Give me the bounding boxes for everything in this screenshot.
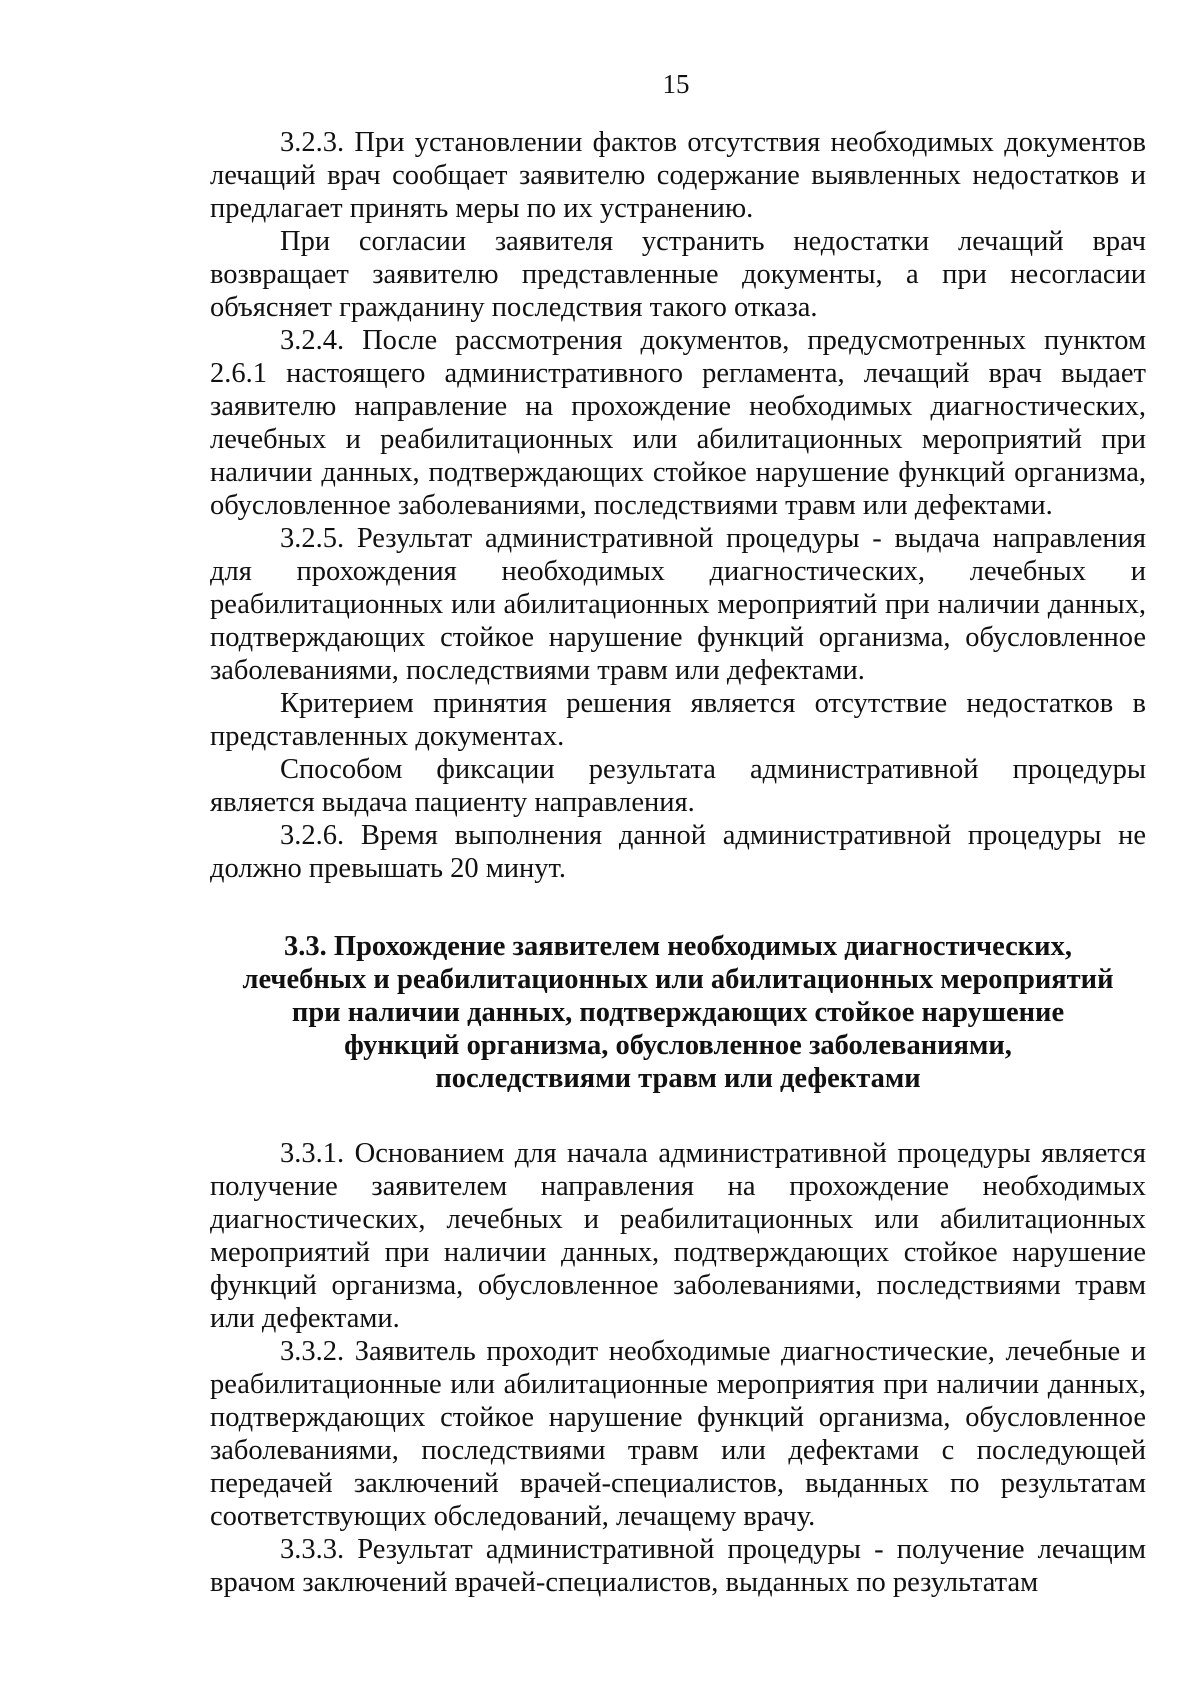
paragraph-decision-criterion: Критерием принятия решения является отсутствие недостатков в представленных документах. [210,688,1146,752]
paragraph-3-2-3: 3.2.3. При установлении фактов отсутствия необходимых документов лечащий врач сообщает заявителю содержание выявленных недостатков и предлагает принять меры по их устранению. [210,127,1146,224]
section-heading-line: функций организма, обусловленное заболеваниями, [344,1030,1012,1061]
section-heading-line: лечебных и реабилитационных или абилитационных мероприятий [242,964,1114,995]
paragraph-result-fixation: Способом фиксации результата административной процедуры является выдача пациенту направления. [210,754,1146,818]
page-number: 15 [662,69,690,99]
paragraph-consent: При согласии заявителя устранить недостатки лечащий врач возвращает заявителю представленные документы, а при несогласии объясняет гражданину последствия такого отказа. [210,226,1146,323]
document-body [210,126,1146,1599]
paragraph-3-3-2: 3.3.2. Заявитель проходит необходимые диагностические, лечебные и реабилитационные или абилитационные мероприятия при наличии данных, подтверждающих стойкое нарушение функций организма, обусловленное заболеваниями, последствиями травм или дефектами с последующей передачей заключений врачей-специалистов, выданных по результатам соответствующих обследований, лечащему врачу. [210,1336,1146,1532]
section-heading-3-3 [210,930,1146,1095]
section-heading-line: последствиями травм или дефектами [435,1063,921,1094]
paragraph-3-2-5: 3.2.5. Результат административной процедуры - выдача направления для прохождения необходимых диагностических, лечебных и реабилитационных или абилитационных мероприятий при наличии данных, подтверждающих стойкое нарушение функций организма, обусловленное заболеваниями, последствиями травм или дефектами. [210,523,1146,686]
section-heading-line: при наличии данных, подтверждающих стойкое нарушение [291,997,1065,1028]
paragraph-3-2-4: 3.2.4. После рассмотрения документов, предусмотренных пунктом 2.6.1 настоящего административного регламента, лечащий врач выдает заявителю направление на прохождение необходимых диагностических, лечебных и реабилитационных или абилитационных мероприятий при наличии данных, подтверждающих стойкое нарушение функций организма, обусловленное заболеваниями, последствиями травм или дефектами. [210,325,1146,521]
section-heading-line: 3.3. Прохождение заявителем необходимых диагностических, [284,931,1072,962]
paragraph-3-3-1: 3.3.1. Основанием для начала административной процедуры является получение заявителем направления на прохождение необходимых диагностических, лечебных и реабилитационных или абилитационных мероприятий при наличии данных, подтверждающих стойкое нарушение функций организма, обусловленное заболеваниями, последствиями травм или дефектами. [210,1138,1146,1334]
paragraph-3-3-3: 3.3.3. Результат административной процедуры - получение лечащим врачом заключений врачей-специалистов, выданных по результатам [210,1534,1146,1598]
paragraph-3-2-6: 3.2.6. Время выполнения данной административной процедуры не должно превышать 20 минут. [210,820,1146,884]
